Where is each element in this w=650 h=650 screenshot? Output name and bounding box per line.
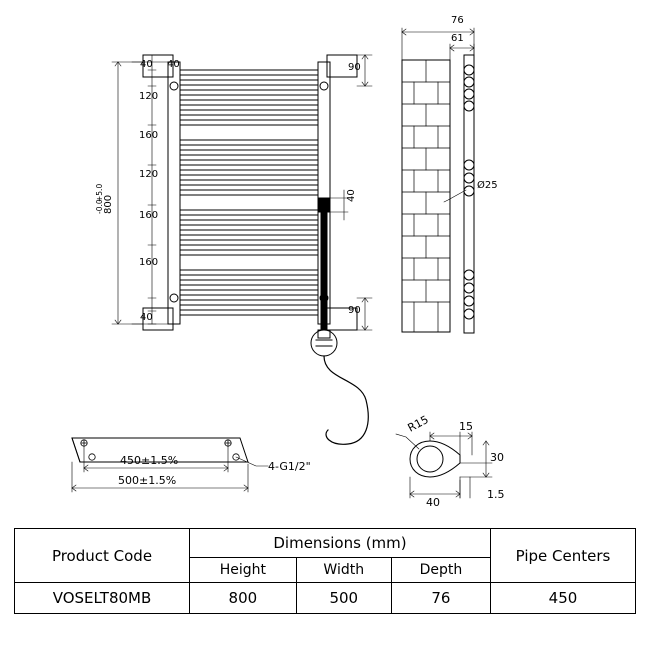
dim-spacing-5: 160 xyxy=(139,257,159,268)
dim-overall-width: 500±1.5% xyxy=(118,474,177,487)
header-width: Width xyxy=(296,558,391,583)
dim-overall-height-tol-upper: +5.0 xyxy=(95,183,104,202)
dim-bracket-top: 90 xyxy=(348,62,361,73)
dim-overall-height-tol-lower: -0.0 xyxy=(95,199,104,214)
dim-detail-1-5: 1.5 xyxy=(487,488,505,501)
cell-width: 500 xyxy=(296,583,391,614)
dim-radius: R15 xyxy=(405,412,431,435)
dim-pipe-centers: 450±1.5% xyxy=(120,454,179,467)
header-height: Height xyxy=(190,558,297,583)
specification-table xyxy=(14,528,636,614)
header-dimensions: Dimensions (mm) xyxy=(190,529,491,558)
cell-pipe-centers: 450 xyxy=(491,583,636,614)
table-row xyxy=(15,583,636,614)
dim-detail-30: 30 xyxy=(490,451,504,464)
dim-detail-15: 15 xyxy=(459,420,473,433)
dim-bracket-bottom: 90 xyxy=(348,305,361,316)
dim-bottom-margin: 40 xyxy=(140,312,153,323)
dim-spacing-4: 160 xyxy=(139,210,159,221)
header-pipe-centers: Pipe Centers xyxy=(491,529,636,583)
cell-height: 800 xyxy=(190,583,297,614)
dim-spacing-3: 120 xyxy=(139,169,159,180)
table-header-row xyxy=(15,529,636,558)
dim-spacing-2: 160 xyxy=(139,130,159,141)
dim-top-gap: 40 xyxy=(167,59,180,70)
dim-top-margin: 40 xyxy=(140,59,153,70)
dim-spacing-1: 120 xyxy=(139,91,159,102)
header-depth: Depth xyxy=(391,558,490,583)
dim-inner-depth: 61 xyxy=(451,33,464,44)
header-product-code: Product Code xyxy=(15,529,190,583)
dim-depth: 76 xyxy=(451,15,464,26)
dim-detail-40: 40 xyxy=(426,496,440,509)
dim-tube-diameter: Ø25 xyxy=(477,180,498,191)
dim-overall-height: 800 xyxy=(103,194,114,214)
dim-element: 40 xyxy=(346,189,357,202)
label-connection-thread: 4-G1/2" xyxy=(268,460,311,473)
cell-product-code: VOSELT80MB xyxy=(15,583,190,614)
cell-depth: 76 xyxy=(391,583,490,614)
